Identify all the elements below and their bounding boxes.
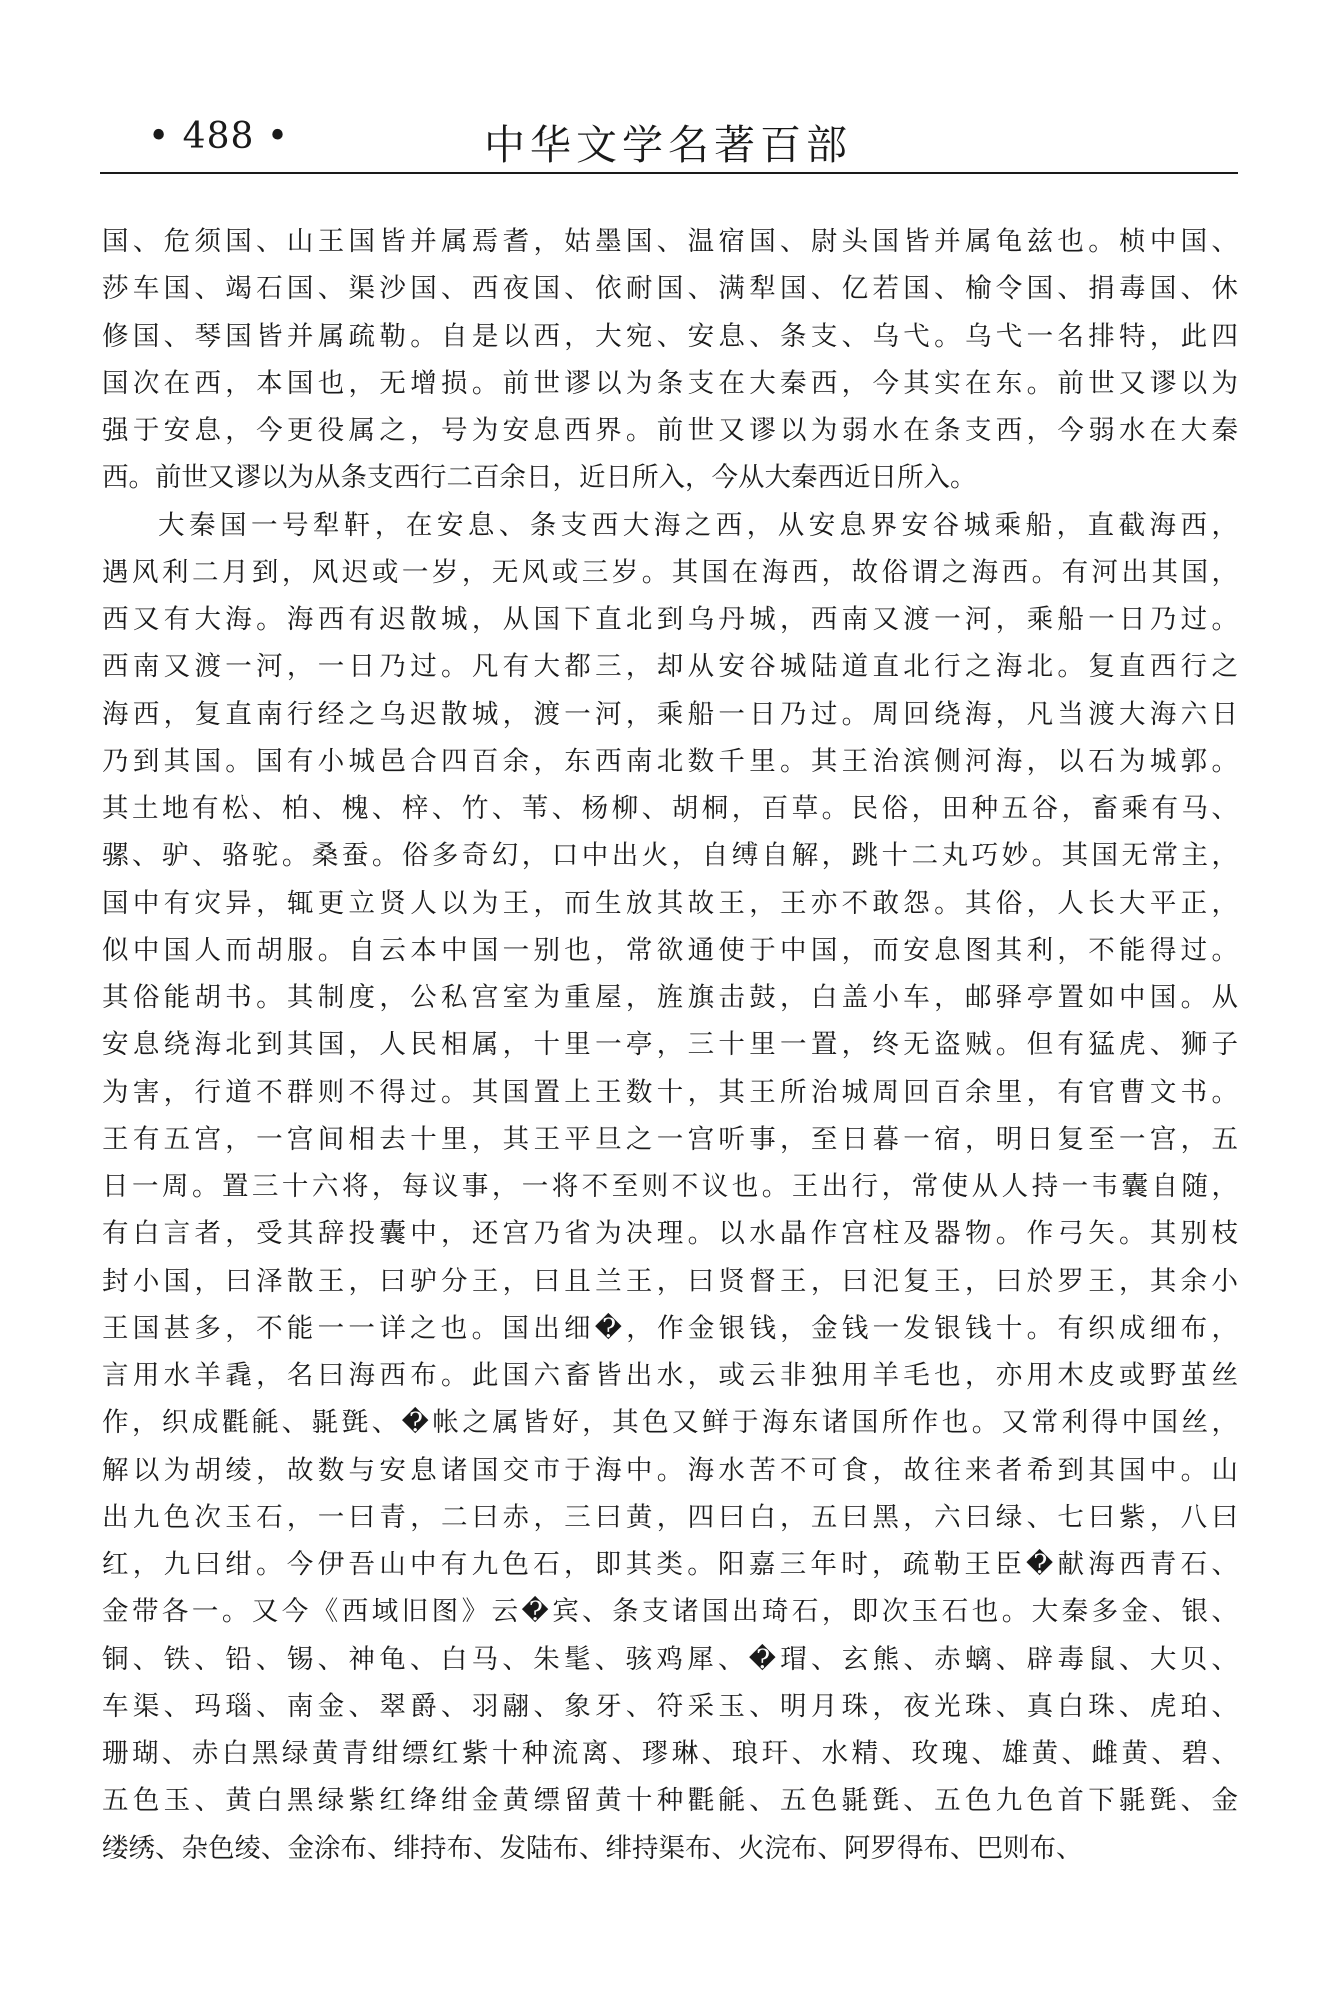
- text-line: 海西，复直南行经之乌迟散城，渡一河，乘船一日乃过。周回绕海，凡当渡大海六日: [102, 698, 1238, 730]
- text-line: 西南又渡一河，一日乃过。凡有大都三，却从安谷城陆道直北行之海北。复直西行之: [102, 651, 1238, 683]
- text-line: 大秦国一号犁靬，在安息、条支西大海之西，从安息界安谷城乘船，直截海西，: [158, 509, 1238, 541]
- text-line: 强于安息，今更役属之，号为安息西界。前世又谬以为弱水在条支西，今弱水在大秦: [102, 415, 1238, 446]
- text-line: 有白言者，受其辞投囊中，还宫乃省为决理。以水晶作宫柱及器物。作弓矢。其别枝: [102, 1218, 1238, 1250]
- book-title: 中华文学名著百部: [484, 121, 852, 169]
- text-line: 西又有大海。海西有迟散城，从国下直北到乌丹城，西南又渡一河，乘船一日乃过。: [102, 604, 1238, 635]
- text-line: 作，织成氍毹、毾㲪、�帐之属皆好，其色又鲜于海东诸国所作也。又常利得中国丝，: [102, 1407, 1238, 1439]
- text-line: 莎车国、竭石国、渠沙国、西夜国、依耐国、满犁国、亿若国、榆令国、捐毒国、休: [102, 273, 1238, 305]
- header-divider: [100, 172, 1238, 174]
- text-line: 为害，行道不群则不得过。其国置上王数十，其王所治城周回百余里，有官曹文书。: [102, 1076, 1238, 1108]
- text-line: 王有五宫，一宫间相去十里，其王平旦之一宫听事，至日暮一宿，明日复至一宫，五: [102, 1123, 1238, 1155]
- text-line: 遇风利二月到，风迟或一岁，无风或三岁。其国在海西，故俗谓之海西。有河出其国，: [102, 556, 1238, 588]
- text-line: 似中国人而胡服。自云本中国一别也，常欲通使于中国，而安息图其利，不能得过。: [102, 934, 1238, 966]
- text-line: 言用水羊毳，名曰海西布。此国六畜皆出水，或云非独用羊毛也，亦用木皮或野茧丝: [102, 1360, 1238, 1391]
- text-line: 其土地有松、柏、槐、梓、竹、苇、杨柳、胡桐，百草。民俗，田种五谷，畜乘有马、: [102, 793, 1238, 824]
- text-line: 封小国，曰泽散王，曰驴分王，曰且兰王，曰贤督王，曰汜复王，曰於罗王，其余小: [102, 1265, 1238, 1297]
- running-header: [100, 110, 1238, 170]
- text-line: 安息绕海北到其国，人民相属，十里一亭，三十里一置，终无盗贼。但有猛虎、狮子: [102, 1029, 1238, 1061]
- text-line: 其俗能胡书。其制度，公私宫室为重屋，旌旗击鼓，白盖小车，邮驿亭置如中国。从: [102, 982, 1238, 1013]
- text-line: 国中有灾异，辄更立贤人以为王，而生放其故王，王亦不敢怨。其俗，人长大平正，: [102, 887, 1238, 919]
- text-line: 车渠、玛瑙、南金、翠爵、羽翮、象牙、符采玉、明月珠，夜光珠、真白珠、虎珀、: [102, 1690, 1238, 1722]
- text-line: 珊瑚、赤白黑绿黄青绀缥红紫十种流离、璆琳、琅玕、水精、玫瑰、雄黄、雌黄、碧、: [102, 1738, 1238, 1769]
- text-line: 金带各一。又今《西域旧图》云�宾、条支诸国出琦石，即次玉石也。大秦多金、银、: [102, 1596, 1238, 1628]
- text-line: 解以为胡绫，故数与安息诸国交市于海中。海水苦不可食，故往来者希到其国中。山: [102, 1454, 1238, 1486]
- paragraph: [102, 218, 1238, 502]
- text-line: 乃到其国。国有小城邑合四百余，东西南北数千里。其王治滨侧河海，以石为城郭。: [102, 745, 1238, 777]
- text-line: 骡、驴、骆驼。桑蚕。俗多奇幻，口中出火，自缚自解，跳十二丸巧妙。其国无常主，: [102, 840, 1238, 872]
- page-number: • 488 •: [148, 116, 290, 157]
- text-line: 出九色次玉石，一曰青，二曰赤，三曰黄，四曰白，五曰黑，六曰绿、七曰紫，八曰: [102, 1501, 1238, 1533]
- text-line: 缕绣、杂色绫、金涂布、绯持布、发陆布、绯持渠布、火浣布、阿罗得布、巴则布、: [102, 1832, 1083, 1864]
- text-line: 铜、铁、铅、锡、神龟、白马、朱髦、骇鸡犀、�瑁、玄熊、赤螭、辟毒鼠、大贝、: [102, 1643, 1238, 1675]
- body-text: [102, 218, 1238, 1872]
- text-line: 五色玉、黄白黑绿紫红绛绀金黄缥留黄十种氍毹、五色毾㲪、五色九色首下毾㲪、金: [102, 1785, 1238, 1817]
- text-line: 国次在西，本国也，无增损。前世谬以为条支在大秦西，今其实在东。前世又谬以为: [102, 367, 1238, 399]
- text-line: 王国甚多，不能一一详之也。国出细�，作金银钱，金钱一发银钱十。有织成细布，: [102, 1312, 1238, 1344]
- paragraph: [102, 502, 1238, 1872]
- text-line: 日一周。置三十六将，每议事，一将不至则不议也。王出行，常使从人持一韦囊自随，: [102, 1171, 1238, 1202]
- text-line: 红，九曰绀。今伊吾山中有九色石，即其类。阳嘉三年时，疏勒王臣�献海西青石、: [102, 1549, 1238, 1580]
- text-line: 西。前世又谬以为从条支西行二百余日，近日所入，今从大秦西近日所入。: [102, 462, 977, 494]
- text-line: 修国、琴国皆并属疏勒。自是以西，大宛、安息、条支、乌弋。乌弋一名排特，此四: [102, 320, 1238, 352]
- text-line: 国、危须国、山王国皆并属焉耆，姑墨国、温宿国、尉头国皆并属龟兹也。桢中国、: [102, 226, 1238, 257]
